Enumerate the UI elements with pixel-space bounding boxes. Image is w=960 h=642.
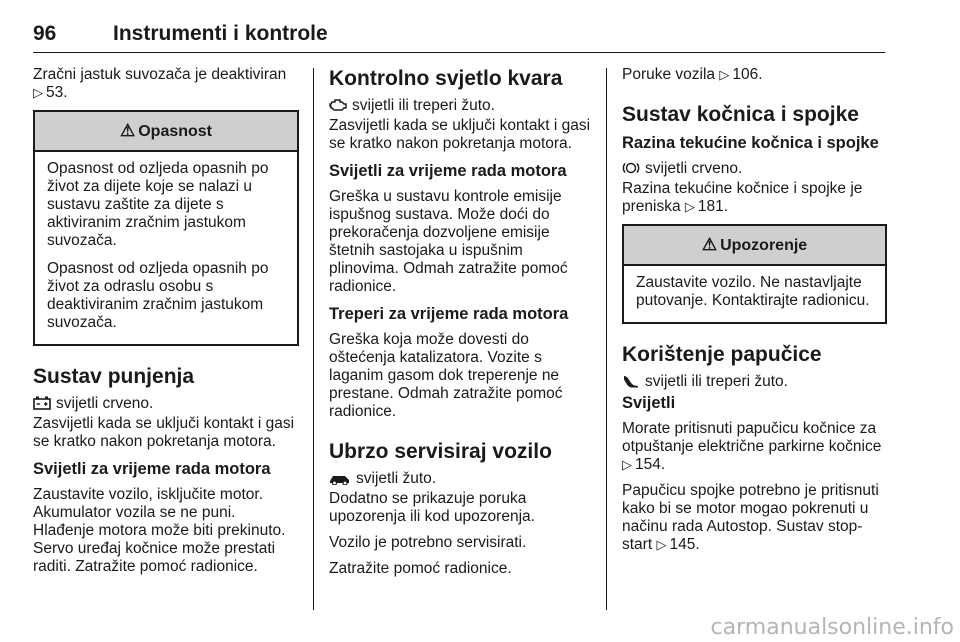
mil-body-1: Greška u sustavu kontrole emisije ispušnog sustava. Može doći do prekoračenja dozvoljene emisije štetnih sastojaka u ispušnim plinovima. Odmah zatražite pomoć radionice. — [329, 188, 568, 295]
warning-box — [622, 224, 887, 324]
cross-reference-icon: ▷ — [684, 199, 695, 214]
mil-status: svijetli ili treperi žuto. — [329, 97, 595, 115]
foot-pedal-icon — [622, 374, 640, 391]
charging-subheading: Svijetli za vrijeme rada motora — [33, 460, 271, 478]
brake-ref[interactable]: 181. — [697, 198, 729, 215]
pedal-body-2: Papučicu spojke potrebno je pritisnuti kako bi se motor mogao pokrenuti u načinu rada Autostop. Sustav stop-start ▷ 145. — [622, 482, 879, 553]
cross-reference-icon: ▷ — [622, 457, 632, 472]
charging-body-2: Zaustavite vozilo, isključite motor. Akumulator vozila se ne puni. Hlađenje motora može biti prekinuto. Servo uređaj kočnice može prestati raditi. Zatražite pomoć radionice. — [33, 486, 286, 575]
mil-heading: Kontrolno svjetlo kvara — [329, 67, 563, 90]
warning-text: Zaustavite vozilo. Ne nastavljajte putovanje. Kontaktirajte radionicu. — [636, 274, 870, 309]
service-body-3: Zatražite pomoć radionice. — [329, 560, 512, 577]
brake-body: Razina tekućine kočnice i spojke je preniska ▷ 181. — [622, 180, 863, 215]
chapter-title: Instrumenti i kontrole — [113, 22, 328, 45]
service-status: svijetli žuto. — [329, 470, 595, 488]
pedal-body-1: Morate pritisnuti papučicu kočnice za otpuštanje električne parkirne kočnice ▷ 154. — [622, 420, 882, 473]
column-divider-2 — [606, 68, 607, 610]
brake-circle-icon — [622, 161, 640, 178]
brake-heading: Sustav kočnica i spojke — [622, 103, 859, 126]
airbag-ref[interactable]: 53. — [46, 84, 68, 101]
charging-heading: Sustav punjenja — [33, 365, 195, 388]
cross-reference-icon: ▷ — [719, 67, 730, 82]
column-divider-1 — [313, 68, 314, 610]
pedal-heading: Korištenje papučice — [622, 343, 822, 366]
pedal-status: svijetli ili treperi žuto. — [622, 373, 887, 391]
service-body-1: Dodatno se prikazuje poruka upozorenja ili kod upozorenja. — [329, 490, 535, 525]
mil-body-2: Greška koja može dovesti do oštećenja katalizatora. Vozite s laganim gasom dok treperenje ne prestane. Odmah zatražite pomoć radionice. — [329, 331, 563, 420]
warning-box-title: Upozorenje — [720, 237, 808, 254]
warning-box-header — [624, 226, 885, 266]
danger-text-2: Opasnost od ozljeda opasnih po život za odraslu osobu s deaktiviranim zračnim jastukom suvozača. — [47, 260, 269, 331]
warning-triangle-icon: ⚠ — [701, 235, 718, 254]
danger-text-1: Opasnost od ozljeda opasnih po život za dijete koje se nalazi u sustavu zaštite za dijete s aktiviranim zračnim jastukom suvozača. — [47, 160, 269, 249]
column-3 — [622, 66, 887, 562]
page-header — [33, 22, 885, 53]
danger-box-header — [35, 112, 297, 152]
service-body-2: Vozilo je potrebno servisirati. — [329, 534, 527, 551]
warning-triangle-icon: ⚠ — [119, 121, 136, 140]
charging-status: svijetli crveno. — [33, 395, 299, 413]
parking-brake-ref[interactable]: 154. — [635, 456, 666, 473]
column-2 — [329, 66, 595, 586]
vehicle-messages-ref[interactable]: 106. — [732, 66, 763, 83]
stop-start-ref[interactable]: 145. — [669, 536, 700, 553]
check-engine-icon — [329, 98, 347, 115]
column-1 — [33, 66, 299, 584]
danger-box — [33, 110, 299, 346]
charging-body: Zasvijetli kada se uključi kontakt i gasi se kratko nakon pokretanja motora. — [33, 415, 295, 450]
cross-reference-icon: ▷ — [33, 85, 43, 100]
mil-body: Zasvijetli kada se uključi kontakt i gasi se kratko nakon pokretanja motora. — [329, 117, 591, 152]
mil-sub-1: Svijetli za vrijeme rada motora — [329, 162, 567, 180]
page-number: 96 — [33, 22, 57, 45]
pedal-subheading: Svijetli — [622, 394, 676, 412]
mil-sub-2: Treperi za vrijeme rada motora — [329, 305, 569, 323]
danger-box-title: Opasnost — [138, 123, 213, 140]
brake-subheading: Razina tekućine kočnica i spojke — [622, 134, 879, 152]
vehicle-messages-note: Poruke vozila ▷ 106. — [622, 66, 763, 83]
brake-status: svijetli crveno. — [622, 160, 887, 178]
service-heading: Ubrzo servisiraj vozilo — [329, 440, 552, 463]
watermark: carmanualsonline.info — [710, 615, 954, 640]
battery-icon — [33, 396, 51, 413]
service-car-icon — [329, 471, 351, 488]
airbag-note: Zračni jastuk suvozača je deaktiviran ▷ 53. — [33, 66, 287, 101]
cross-reference-icon: ▷ — [656, 537, 667, 552]
